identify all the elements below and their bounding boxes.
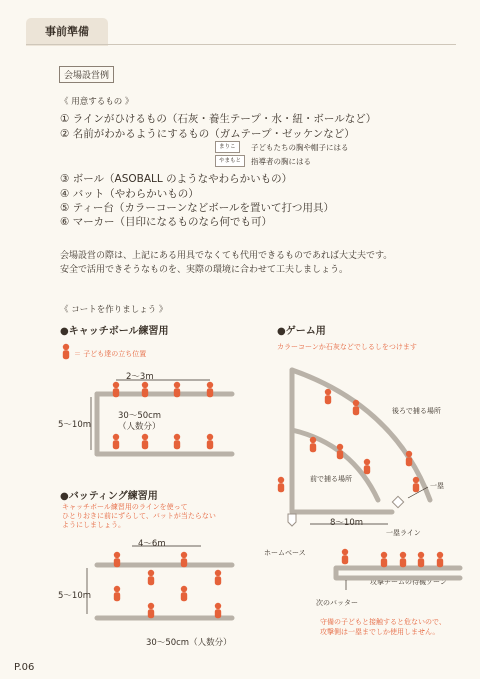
game-warning-line: 守備の子どもと接触すると危ないので、	[320, 618, 446, 626]
catch-height-label: 5～10m	[58, 420, 92, 430]
list-item: ⑥ マーカー（目印になるものなら何でも可）	[60, 216, 273, 228]
venue-label: 会場設営例	[59, 66, 114, 83]
catch-pair-note: （人数分）	[118, 422, 161, 432]
batting-note-line: ひとりおきに前にずらして、バットが当たらない	[62, 512, 216, 520]
list-item: ③ ボール（ASOBALL のようなやわらかいもの）	[60, 173, 293, 185]
batting-note-line: キャッチボール練習用のラインを使って	[62, 503, 188, 511]
catch-pair-label: 30～50cm	[118, 411, 162, 421]
list-item: ① ラインがひけるもの（石灰・養生テープ・水・紐・ボールなど）	[60, 113, 377, 125]
prepare-heading: 《 用意するもの 》	[60, 97, 134, 107]
list-item: ② 名前がわかるようにするもの（ガムテープ・ゼッケンなど）	[60, 128, 355, 140]
name-tag: まりこ	[215, 141, 240, 153]
game-warning-line: 攻撃側は一塁までしか使用しません。	[320, 628, 440, 636]
paragraph-line: 安全で活用できそうなものを、実際の環境に合わせて工夫しましょう。	[60, 265, 349, 275]
base-line-length: 8～10m	[330, 518, 364, 528]
game-note: カラーコーンか石灰などでしるしをつけます	[277, 343, 417, 351]
waiting-zone-label: 攻撃チームの待機ゾーン	[370, 578, 447, 586]
courts-heading: 《 コートを作りましょう 》	[60, 305, 168, 315]
catch-title: ●キャッチボール練習用	[60, 326, 169, 337]
batting-gap-label: 30～50cm（人数分）	[146, 638, 232, 648]
catch-legend: ＝ 子ども達の立ち位置	[74, 350, 147, 358]
page-number: P.06	[14, 662, 35, 673]
tag-note: 子どもたちの胸や帽子にはる	[251, 143, 349, 152]
paragraph-line: 会場設営の際は、上記にある用具でなくても代用できるものであれば大丈夫です。	[60, 251, 393, 261]
name-tag: やまもと	[215, 155, 245, 167]
first-base-line-label: 一塁ライン	[386, 529, 421, 537]
list-item: ④ バット（やわらかいもの）	[60, 188, 199, 200]
batting-title: ●バッティング練習用	[60, 491, 158, 502]
first-base-label: 一塁	[430, 482, 444, 490]
section-tab: 事前準備	[26, 18, 108, 46]
game-title: ●ゲーム用	[277, 326, 326, 337]
front-area-label: 前で捕る場所	[310, 475, 352, 483]
player-figure-icon	[63, 344, 69, 359]
batting-height-label: 5～10m	[58, 591, 92, 601]
catch-width-label: 2～3m	[126, 372, 154, 382]
tag-note: 指導者の胸にはる	[251, 157, 311, 166]
batting-note-line: ようにしましょう。	[62, 521, 125, 529]
list-item: ⑤ ティー台（カラーコーンなどボールを置いて打つ用具）	[60, 202, 334, 214]
next-batter-label: 次のバッター	[316, 599, 358, 607]
home-base-label: ホームベース	[264, 549, 306, 557]
back-area-label: 後ろで捕る場所	[392, 407, 441, 415]
batting-width-label: 4～6m	[138, 539, 166, 549]
